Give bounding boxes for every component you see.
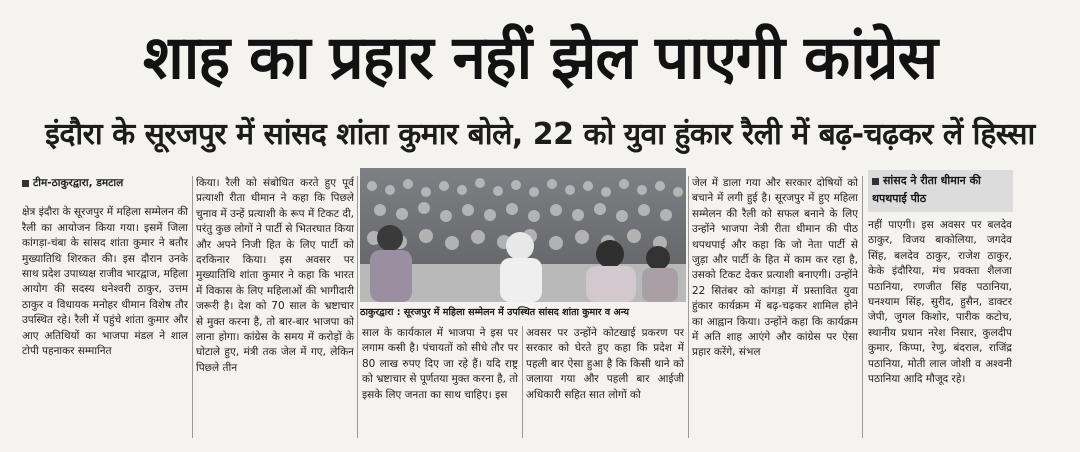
subheadline: इंदौरा के सूरजपुर में सांसद शांता कुमार बोले, 22 को युवा हुंकार रैली में बढ़-चढ़कर लें हिस्सा — [45, 117, 1035, 152]
side-heading — [868, 170, 1013, 212]
column-divider — [688, 176, 689, 438]
bullet-square-icon — [22, 180, 29, 187]
article-column-6 — [868, 218, 1012, 442]
article-column-5 — [692, 176, 858, 442]
article-column-1 — [22, 176, 188, 442]
column-divider — [522, 326, 523, 438]
byline-text: टीम-ठाकुरद्वारा, डमटाल — [33, 177, 124, 189]
column-3-text: साल के कार्यकाल में भाजपा ने इस पर लगाम कसी है। पंचायतों को सीधे तौर पर 80 लाख रुपए दिए जा रहे हैं। यदि राष्ट्र को भ्रष्टाचार से पूर्णतया मुक्त करना है, तो इसके लिए जनता का साथ चाहिए। इस — [362, 327, 518, 401]
article-column-3 — [362, 326, 518, 442]
crowd-photo-illustration — [360, 168, 686, 302]
column-4-text: अवसर पर उन्होंने कोटखाई प्रकरण पर सरकार को घेरते हुए कहा कि प्रदेश में पहली बार ऐसा हुआ है कि किसी थाने को जलाया गया और पहली बार आईजी अधिकारी सहित सात लोगों को — [526, 327, 684, 401]
bullet-square-icon — [872, 178, 879, 185]
column-divider — [192, 176, 193, 438]
news-photo — [360, 168, 686, 302]
byline — [22, 176, 188, 191]
column-6-text: नहीं पाएगी। इस अवसर पर बलदेव ठाकुर, विजय बाकोलिया, जगदेव सिंह, बलदेव ठाकुर, राजेश ठाकुर, केके इंदौरिया, मंच प्रवक्ता शैलजा पठानिया, रणजीत सिंह पठानिया, घनश्याम सिंह, सुरीद, हुसैन, डाक्टर जेपी, जुगल किशोर, पारीक कटोच, स्थानीय प्रधान नरेश निसार, कुलदीप कुमार, किप्पा, रेणु, बंदराल, राजिंद्र पठानिया, मोती लाल जोशी व अश्वनी पठानिया आदि मौजूद रहे। — [868, 219, 1012, 386]
column-5-text: जेल में डाला गया और सरकार दोषियों को बचाने में लगी हुई है। सूरजपुर में हुए महिला सम्मेलन की रैली को सफल बनाने के लिए उन्होंने भाजपा नेत्री रीता धीमान की पीठ थपथपाई और कहा कि जो नेता पार्टी से जुड़ा और पार्टी के हित में काम कर रहा है, उसको टिकट देकर प्रत्याशी बनाएगी। उन्होंने 22 सितंबर को कांगड़ा में प्रस्तावित युवा हुंकार कार्यक्रम में बढ़-चढ़कर शामिल होने का आह्वान किया। उन्होंने कहा कि कार्यक्रम में अति शाह आएंगे और कांग्रेस पर ऐसा प्रहार करेंगे, संभल — [692, 177, 858, 359]
column-1-text: क्षेत्र इंदौरा के सूरजपुर में महिला सम्मेलन की रैली का आयोजन किया गया। इसमें जिला कांगड़ा-चंबा के सांसद शांता कुमार ने बतौर मुख्यातिथि शिरकत की। इस दौरान उनके साथ प्रदेश उपाध्यक्ष राजीव भारद्वाज, महिला आयोग की सदस्य धनेश्वरी ठाकुर, उत्तम ठाकुर व विधायक मनोहर धीमान विशेष तौर उपस्थित रहे। रैली में पहुंचे शांता कुमार और आए अतिथियों का भाजपा मंडल ने शाल टोपी पहनाकर सम्मानित — [22, 206, 188, 358]
article-column-2 — [196, 176, 354, 442]
column-divider — [357, 176, 358, 438]
article-column-4 — [526, 326, 684, 442]
column-divider — [862, 176, 863, 438]
photo-caption: ठाकुरद्वारा : सूरजपुर में महिला सम्मेलन में उपस्थित सांसद शांता कुमार व अन्य — [360, 307, 630, 318]
side-heading-text: सांसद ने रीता धीमान की थपथपाई पीठ — [872, 174, 981, 205]
headline: शाह का प्रहार नहीं झेल पाएगी कांग्रेस — [142, 23, 938, 93]
column-2-text: किया। रैली को संबोधित करते हुए पूर्व प्रत्याशी रीता धीमान ने कहा कि पिछले चुनाव में उन्हें प्रत्याशी के रूप में टिकट दी, परंतु कुछ लोगों ने पार्टी से भितरघात किया और अपने निजी हित के लिए पार्टी को दरकिनार किया। इस अवसर पर मुख्यातिथि शांता कुमार ने कहा कि भारत में विकास के लिए महिलाओं की भागीदारी जरूरी है। देश को 70 साल के भ्रष्टाचार से मुक्त करना है, तो बार-बार भाजपा को लाना होगा। कांग्रेस के समय में करोड़ों के घोटाले हुए, मंत्री तक जेल में गए, लेकिन पिछले तीन — [196, 177, 354, 374]
